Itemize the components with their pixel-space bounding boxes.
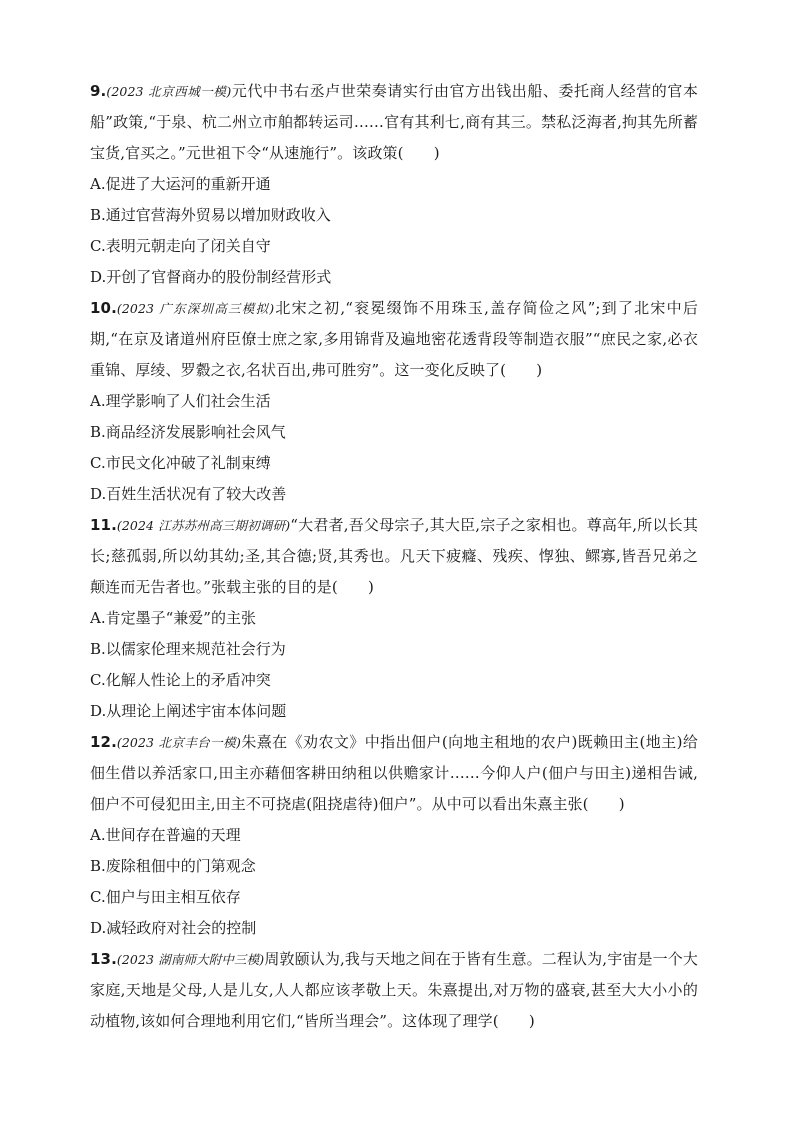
option-d[interactable]: D.百姓生活状况有了较大改善 bbox=[90, 485, 287, 503]
question-number: 11 bbox=[90, 516, 112, 534]
option-c[interactable]: C.市民文化冲破了礼制束缚 bbox=[90, 454, 271, 472]
option-a[interactable]: A.肯定墨子“兼爱”的主张 bbox=[90, 609, 256, 627]
question-13 bbox=[90, 944, 698, 1037]
question-stem: 13.(2023 湖南师大附中三模)周敦颐认为,我与天地之间在于皆有生意。二程认为,宇宙是一个大家庭,天地是父母,人是儿女,人人都应该孝敬上天。朱熹提出,对万物的盛衰,甚至大大小小的动植物,该如何合理地利用它们,“皆所当理会”。这体现了理学( ) bbox=[90, 950, 698, 1030]
question-number: 10 bbox=[90, 299, 112, 317]
option-c[interactable]: C.表明元朝走向了闭关自守 bbox=[90, 237, 271, 255]
option-c[interactable]: C.化解人性论上的矛盾冲突 bbox=[90, 671, 271, 689]
option-b[interactable]: B.商品经济发展影响社会风气 bbox=[90, 423, 286, 441]
question-stem: 9.(2023 北京西城一模)元代中书右丞卢世荣奏请实行由官方出钱出船、委托商人经营的官本船”政策,“于泉、杭二州立市舶都转运司……官有其利七,商有其三。禁私泛海者,拘其先所蓄宝货,官买之。”元世祖下令“从速施行”。该政策( ) bbox=[90, 82, 698, 162]
question-text: “大君者,吾父母宗子,其大臣,宗子之家相也。尊高年,所以长其长;慈孤弱,所以幼其幼;圣,其合德;贤,其秀也。凡天下疲癃、残疾、惸独、鳏寡,皆吾兄弟之颠连而无告者也。”张载主张的目的是( ) bbox=[90, 516, 698, 596]
question-source: (2023 湖南师大附中三模) bbox=[116, 952, 265, 967]
option-b[interactable]: B.以儒家伦理来规范社会行为 bbox=[90, 640, 286, 658]
question-number: 12 bbox=[90, 733, 112, 751]
question-source: (2023 北京丰台一模) bbox=[116, 735, 241, 750]
question-text: 周敦颐认为,我与天地之间在于皆有生意。二程认为,宇宙是一个大家庭,天地是父母,人是儿女,人人都应该孝敬上天。朱熹提出,对万物的盛衰,甚至大大小小的动植物,该如何合理地利用它们,“皆所当理会”。这体现了理学( ) bbox=[90, 950, 698, 1030]
option-d[interactable]: D.开创了官督商办的股份制经营形式 bbox=[90, 268, 332, 286]
question-10 bbox=[90, 293, 698, 510]
question-stem: 10.(2023 广东深圳高三模拟)北宋之初,“衮冕缀饰不用珠玉,盖存简俭之风”;到了北宋中后期,“在京及诸道州府臣僚士庶之家,多用锦背及遍地密花透背段等制造衣服”“庶民之家,必衣重锦、厚绫、罗縠之衣,名状百出,弗可胜穷”。这一变化反映了( ) bbox=[90, 299, 698, 379]
question-text: 朱熹在《劝农文》中指出佃户(向地主租地的农户)既赖田主(地主)给佃生借以养活家口,田主亦藉佃客耕田纳租以供赡家计……今仰人户(佃户与田主)递相告诫,佃户不可侵犯田主,田主不可挠虐(阻挠虐待)佃户”。从中可以看出朱熹主张( ) bbox=[90, 733, 698, 813]
question-text: 北宋之初,“衮冕缀饰不用珠玉,盖存简俭之风”;到了北宋中后期,“在京及诸道州府臣僚士庶之家,多用锦背及遍地密花透背段等制造衣服”“庶民之家,必衣重锦、厚绫、罗縠之衣,名状百出,弗可胜穷”。这一变化反映了( ) bbox=[90, 299, 698, 379]
question-stem: 11.(2024 江苏苏州高三期初调研)“大君者,吾父母宗子,其大臣,宗子之家相也。尊高年,所以长其长;慈孤弱,所以幼其幼;圣,其合德;贤,其秀也。凡天下疲癃、残疾、惸独、鳏寡,皆吾兄弟之颠连而无告者也。”张载主张的目的是( ) bbox=[90, 516, 698, 596]
option-a[interactable]: A.世间存在普遍的天理 bbox=[90, 826, 241, 844]
question-text: 元代中书右丞卢世荣奏请实行由官方出钱出船、委托商人经营的官本船”政策,“于泉、杭二州立市舶都转运司……官有其利七,商有其三。禁私泛海者,拘其先所蓄宝货,官买之。”元世祖下令“从速施行”。该政策( ) bbox=[90, 82, 698, 162]
question-number: 13 bbox=[90, 950, 112, 968]
option-a[interactable]: A.理学影响了人们社会生活 bbox=[90, 392, 271, 410]
question-12 bbox=[90, 727, 698, 944]
question-stem: 12.(2023 北京丰台一模)朱熹在《劝农文》中指出佃户(向地主租地的农户)既赖田主(地主)给佃生借以养活家口,田主亦藉佃客耕田纳租以供赡家计……今仰人户(佃户与田主)递相告诫,佃户不可侵犯田主,田主不可挠虐(阻挠虐待)佃户”。从中可以看出朱熹主张( ) bbox=[90, 733, 698, 813]
option-b[interactable]: B.通过官营海外贸易以增加财政收入 bbox=[90, 206, 331, 224]
question-9 bbox=[90, 76, 698, 293]
option-c[interactable]: C.佃户与田主相互依存 bbox=[90, 888, 241, 906]
option-b[interactable]: B.废除租佃中的门第观念 bbox=[90, 857, 256, 875]
question-page bbox=[90, 76, 698, 1037]
question-source: (2023 北京西城一模) bbox=[106, 84, 232, 99]
question-number: 9 bbox=[90, 82, 101, 100]
option-d[interactable]: D.减轻政府对社会的控制 bbox=[90, 919, 257, 937]
question-source: (2023 广东深圳高三模拟) bbox=[116, 301, 275, 316]
question-source: (2024 江苏苏州高三期初调研) bbox=[116, 518, 291, 533]
option-d[interactable]: D.从理论上阐述宇宙本体问题 bbox=[90, 702, 287, 720]
question-11 bbox=[90, 510, 698, 727]
option-a[interactable]: A.促进了大运河的重新开通 bbox=[90, 175, 271, 193]
